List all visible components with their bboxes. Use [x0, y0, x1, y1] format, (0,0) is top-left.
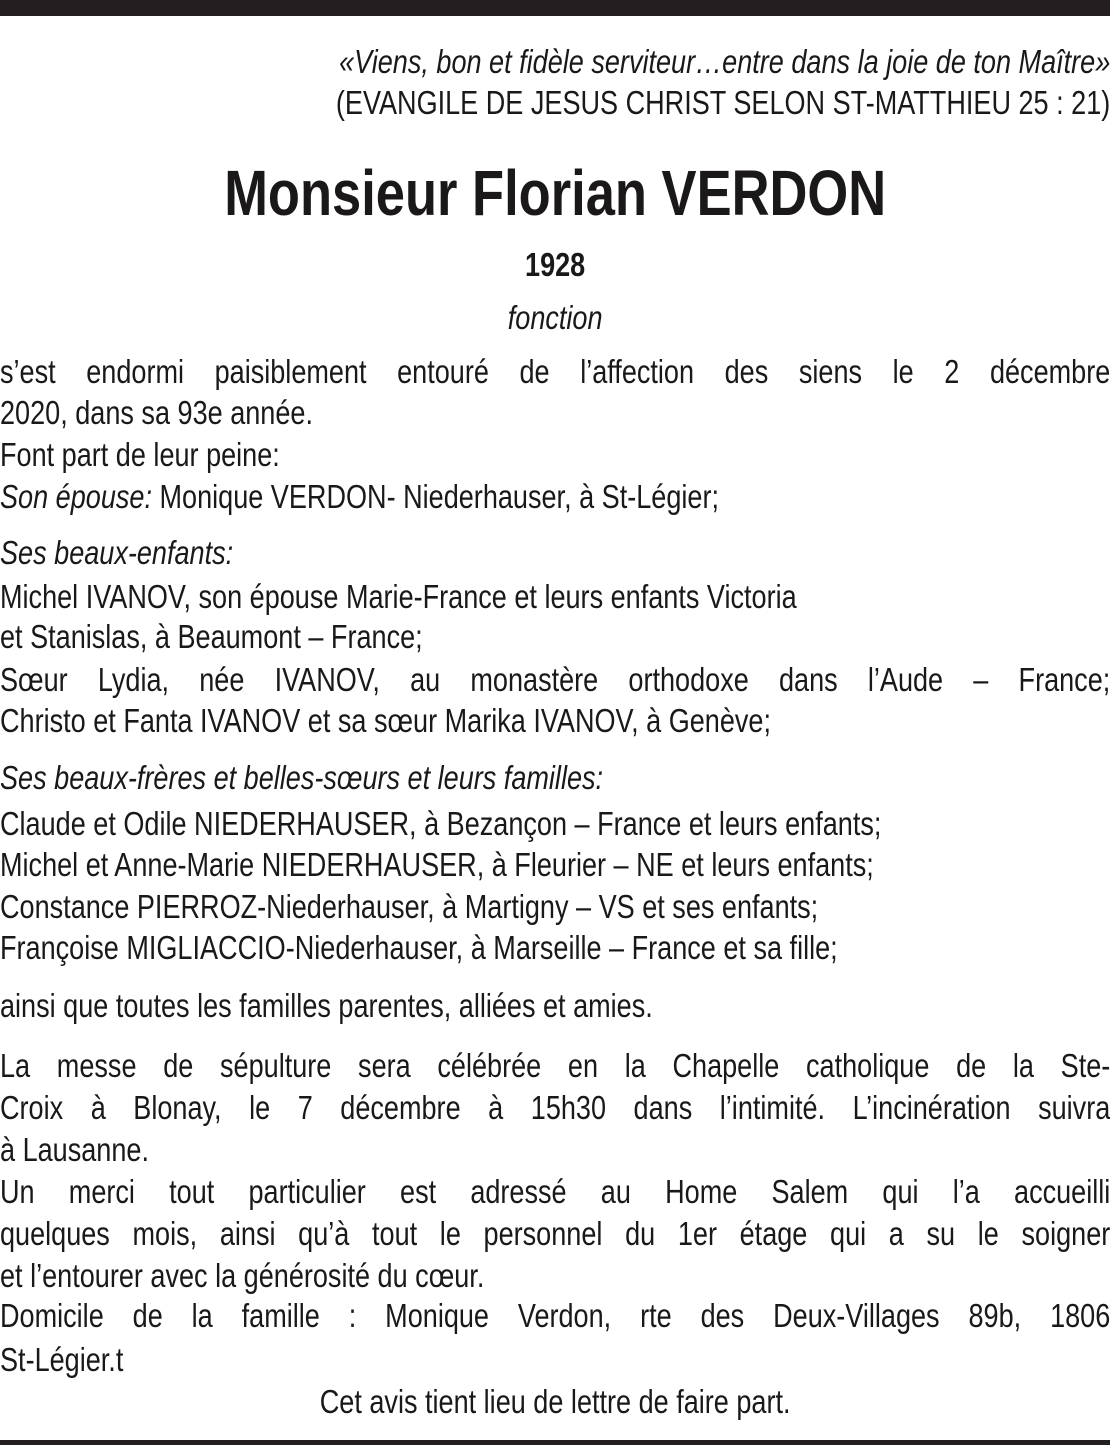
- bible-quote: «Viens, bon et fidèle serviteur…entre dans la joie de ton Maître»: [339, 43, 1110, 80]
- spouse-label: Son épouse:: [0, 478, 152, 515]
- ceremony-line: La messe de sépulture sera célébrée en la Chapelle catholique de la Ste-: [0, 1047, 1110, 1084]
- closing-line: Cet avis tient lieu de lettre de faire part.: [319, 1383, 791, 1420]
- ceremony-line: à Lausanne.: [0, 1131, 149, 1168]
- stepchildren-line: Christo et Fanta IVANOV et sa sœur Marika IVANOV, à Genève;: [0, 702, 772, 739]
- stepchildren-line: et Stanislas, à Beaumont – France;: [0, 618, 423, 655]
- stepchildren-label: Ses beaux-enfants:: [0, 534, 234, 571]
- families-line: ainsi que toutes les familles parentes, alliées et amies.: [0, 987, 653, 1024]
- quote-source: (EVANGILE DE JESUS CHRIST SELON ST-MATTHIEU 25 : 21): [335, 84, 1110, 121]
- announcement-line: Font part de leur peine:: [0, 436, 280, 473]
- function-label: fonction: [507, 299, 603, 336]
- bottom-rule: [0, 1440, 1110, 1445]
- address-line: St-Légier.t: [0, 1341, 124, 1378]
- announcement-line: s’est endormi paisiblement entouré de l’affection des siens le 2 décembre: [0, 353, 1110, 390]
- thanks-line: quelques mois, ainsi qu’à tout le personnel du 1er étage qui a su le soigner: [0, 1215, 1110, 1252]
- stepchildren-line: Sœur Lydia, née IVANOV, au monastère orthodoxe dans l’Aude – France;: [0, 661, 1110, 698]
- birth-year: 1928: [525, 246, 586, 283]
- top-rule: [0, 0, 1110, 16]
- inlaws-line: Françoise MIGLIACCIO-Niederhauser, à Marseille – France et sa fille;: [0, 929, 838, 966]
- inlaws-line: Constance PIERROZ-Niederhauser, à Martigny – VS et ses enfants;: [0, 888, 819, 925]
- thanks-line: Un merci tout particulier est adressé au Home Salem qui l’a accueilli: [0, 1173, 1110, 1210]
- spouse-text: Monique VERDON- Niederhauser, à St-Légier;: [151, 478, 719, 515]
- inlaws-label: Ses beaux-frères et belles-sœurs et leurs familles:: [0, 759, 604, 796]
- stepchildren-line: Michel IVANOV, son épouse Marie-France et leurs enfants Victoria: [0, 578, 797, 615]
- inlaws-line: Claude et Odile NIEDERHAUSER, à Bezançon – France et leurs enfants;: [0, 805, 882, 842]
- deceased-name: Monsieur Florian VERDON: [224, 157, 887, 229]
- announcement-line: 2020, dans sa 93e année.: [0, 394, 313, 431]
- ceremony-line: Croix à Blonay, le 7 décembre à 15h30 dans l’intimité. L’incinération suivra: [0, 1089, 1110, 1126]
- inlaws-line: Michel et Anne-Marie NIEDERHAUSER, à Fleurier – NE et leurs enfants;: [0, 846, 874, 883]
- thanks-line: et l’entourer avec la générosité du cœur.: [0, 1257, 485, 1294]
- spouse-line: [0, 477, 1110, 517]
- address-line: Domicile de la famille : Monique Verdon, rte des Deux-Villages 89b, 1806: [0, 1297, 1110, 1334]
